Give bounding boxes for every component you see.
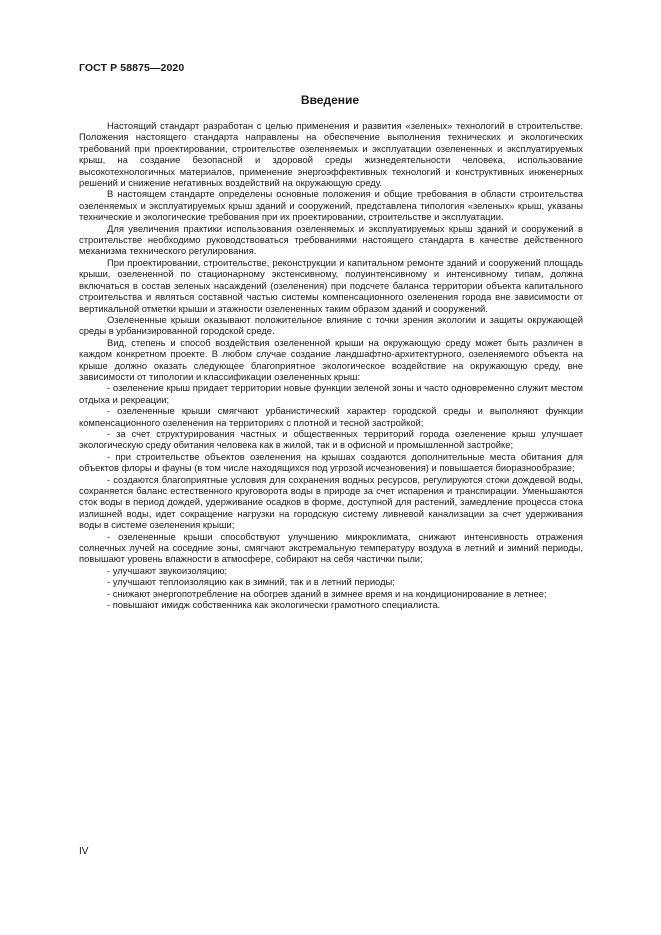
paragraph-design: При проектировании, строительстве, реконструкции и капитальном ремонте зданий и сооружений площадь крыши, озелененной по стационарному экстенсивному, полуинтенсивному и интенсивному типам, должна включаться в состав зеленых насаждений (озеленения) при подсчете баланса территории объекта капитального строительства и являться составной частью системы компенсационного озеленения города вне зависимости от вертикальной отметки крыши и этажности озелененных таким образом зданий и сооружений.: [79, 256, 583, 314]
paragraph-ecology: Озелененные крыши оказывают положительное влияние с точки зрения экологии и защиты окружающей среды в урбанизированной городской среде.: [79, 313, 583, 337]
list-item: - улучшают звукоизоляцию;: [107, 564, 228, 576]
list-item: - создаются благоприятные условия для сохранения водных ресурсов, регулируются стоки дождевой воды, сохраняется баланс естественного круговорота воды в природе за счет испарения и транспирации. Уменьшаются сток воды в период дождей, удерживание осадков в форме, доступной для растений, замедление процесса стока излишней воды, идет сокращение нагрузки на городскую систему ливневой канализации за счет удерживания воды в системе озеленения крыши;: [79, 473, 583, 531]
page-number: IV: [79, 846, 89, 857]
list-item: - озелененные крыши смягчают урбанистический характер городской среды и выполняют функции компенсационного озеленения на территориях с плотной и тесной застройкой;: [79, 405, 583, 428]
introduction-body: [79, 120, 583, 610]
section-title: Введение: [300, 93, 360, 107]
paragraph-purpose: Настоящий стандарт разработан с целью применения и развития «зеленых» технологий в строительстве. Положения настоящего стандарта направлены на обеспечение выполнения технических и экологических требований при проектировании, строительстве озеленяемых и эксплуатации озелененных и эксплуатируемых крыш, на создание безопасной и здоровой среды жизнедеятельности человека, использование высокотехнологичных материалов, применение энергоэффективных технологий и конструктивных инженерных решений и снижение негативных воздействий на окружающую среду.: [79, 120, 583, 189]
paragraph-impact: Вид, степень и способ воздействия озелененной крыши на окружающую среду может быть различен в каждом конкретном проекте. В любом случае создание ландшафтно-архитектурного, озеленяемого объекта на крыше должно оказать следующее благоприятное экологическое воздействие на окружающую среду, вне зависимости от типологии и классификации озелененных крыш:: [79, 336, 583, 382]
list-item: - озелененные крыши способствуют улучшению микроклимата, снижают интенсивность отражения солнечных лучей на соседние зоны, смягчают экстремальную температуру воздуха в летний и зимний периоды, повышают уровень влажности в атмосфере, собирают на себя частички пыли;: [79, 530, 583, 565]
list-item: - при строительстве объектов озеленения на крышах создаются дополнительные места обитания для объектов флоры и фауны (в том числе находящихся под угрозой исчезновения) и повышается биоразнообразие;: [79, 450, 583, 474]
list-item: - озеленение крыш придает территории новые функции зеленой зоны и часто одновременно служит местом отдыха и рекреации;: [79, 382, 583, 405]
list-item: - улучшают теплоизоляцию как в зимний, так и в летний периоды;: [107, 576, 395, 588]
paragraph-scope: В настоящем стандарте определены основные положения и общие требования в области строительства озеленяемых и эксплуатируемых крыш зданий и сооружений, представлена типология «зеленых» крыш, указаны технические и экологические требования при их проектировании, строительстве и эксплуатации.: [79, 188, 583, 223]
list-item: - повышают имидж собственника как экологически грамотного специалиста.: [107, 599, 441, 611]
document-code: ГОСТ Р 58875—2020: [79, 62, 185, 74]
list-item: - снижают энергопотребление на обогрев зданий в зимнее время и на кондиционирование в летнее;: [107, 587, 547, 599]
paragraph-regulation: Для увеличения практики использования озеленяемых и эксплуатируемых крыш зданий и сооружений в строительстве необходимо руководствоваться требованиями настоящего стандарта в качестве действенного механизма технического регулирования.: [79, 222, 583, 257]
list-item: - за счет структурирования частных и общественных территорий города озеленение крыш улучшает экологическую среду обитания человека как в жилой, так и в офисной и промышленной застройке;: [79, 427, 583, 451]
